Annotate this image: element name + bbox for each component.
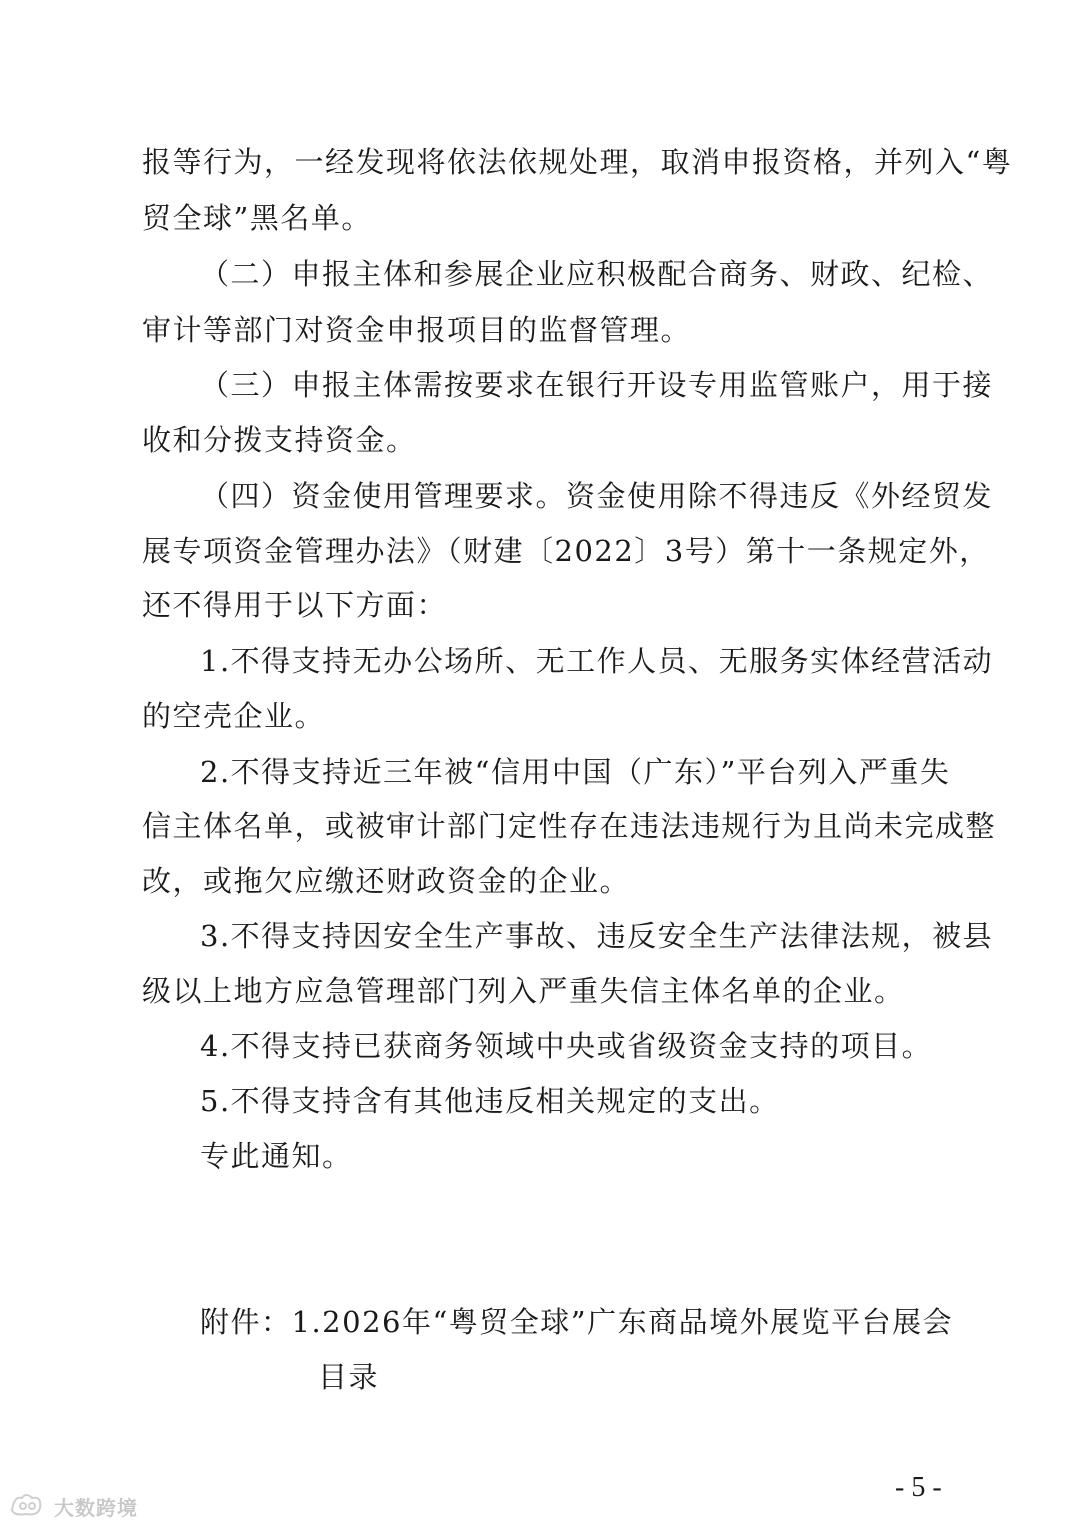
paragraph-line: 贸全球”黑名单。 — [142, 201, 372, 235]
paragraph-line: （三）申报主体需按要求在银行开设专用监管账户，用于接 — [200, 368, 994, 402]
paragraph-line: （二）申报主体和参展企业应积极配合商务、财政、纪检、 — [200, 257, 994, 291]
paragraph-line: 报等行为，一经发现将依法依规处理，取消申报资格，并列入“粤 — [142, 145, 1013, 179]
paragraph-line: 还不得用于以下方面： — [142, 588, 448, 622]
paragraph-line: （四）资金使用管理要求。资金使用除不得违反《外经贸发 — [200, 479, 994, 513]
list-item-line: 1.不得支持无办公场所、无工作人员、无服务实体经营活动 — [200, 644, 994, 678]
watermark-text: 大数跨境 — [54, 1495, 138, 1520]
watermark — [8, 1490, 138, 1522]
list-item-line: 改，或拖欠应缴还财政资金的企业。 — [142, 864, 631, 898]
paragraph-line: 展专项资金管理办法》（财建〔2022〕3号）第十一条规定外， — [142, 534, 990, 568]
attachment-line: 附件：1.2026年“粤贸全球”广东商品境外展览平台展会 — [200, 1305, 954, 1339]
attachment-line: 目录 — [318, 1360, 380, 1394]
list-item-line: 级以上地方应急管理部门列入严重失信主体名单的企业。 — [142, 974, 905, 1008]
closing-line: 专此通知。 — [200, 1139, 353, 1173]
paragraph-line: 审计等部门对资金申报项目的监督管理。 — [142, 313, 692, 347]
watermark-logo-icon — [8, 1490, 48, 1522]
list-item-line: 4.不得支持已获商务领域中央或省级资金支持的项目。 — [200, 1029, 933, 1063]
list-item-line: 3.不得支持因安全生产事故、违反安全生产法律法规，被县 — [200, 919, 994, 953]
list-item-line: 5.不得支持含有其他违反相关规定的支出。 — [200, 1084, 780, 1118]
list-item-line: 的空壳企业。 — [142, 699, 326, 733]
list-item-line: 信主体名单，或被审计部门定性存在违法违规行为且尚未完成整 — [142, 809, 997, 843]
paragraph-line: 收和分拨支持资金。 — [142, 423, 417, 457]
list-item-line: 2.不得支持近三年被“信用中国（广东）”平台列入严重失 — [200, 755, 951, 789]
page-number: - 5 - — [895, 1472, 942, 1503]
